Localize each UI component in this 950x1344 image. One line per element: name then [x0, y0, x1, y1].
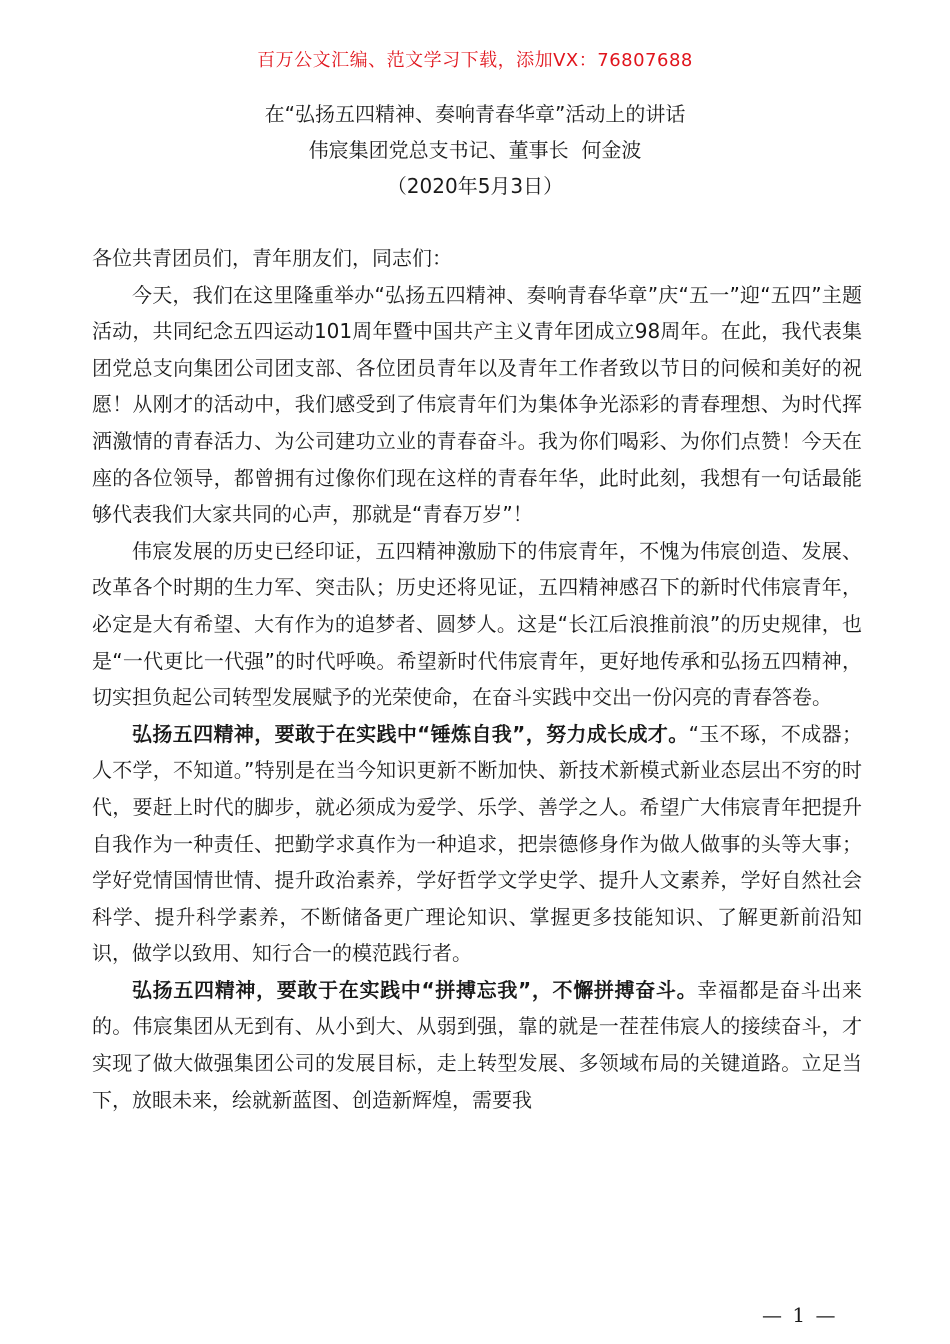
- paragraph-4-text: 幸福都是奋斗出来的。伟宸集团从无到有、从小到大、从弱到强，靠的就是一茬茬伟宸人的接续奋斗，才实现了做大做强集团公司的发展目标，走上转型发展、多领域布局的关键道路。立足当下，放眼未来，绘就新蓝图、创造新辉煌，需要我: [92, 977, 863, 1112]
- speech-title-block: [0, 96, 950, 204]
- paragraph-3: [92, 716, 862, 972]
- page-number: — 1 —: [762, 1303, 838, 1327]
- paragraph-1: 今天，我们在这里隆重举办“弘扬五四精神、奏响青春华章”庆“五一”迎“五四”主题活动，共同纪念五四运动101周年暨中国共产主义青年团成立98周年。在此，我代表集团党总支向集团公司团支部、各位团员青年以及青年工作者致以节日的问候和美好的祝愿！从刚才的活动中，我们感受到了伟宸青年们为集体争光添彩的青春理想、为时代挥洒激情的青春活力、为公司建功立业的青春奋斗。我为你们喝彩、为你们点赞！今天在座的各位领导，都曾拥有过像你们现在这样的青春年华，此时此刻，我想有一句话最能够代表我们大家共同的心声，那就是“青春万岁”！: [92, 282, 862, 527]
- speech-title: 在“弘扬五四精神、奏响青春华章”活动上的讲话: [264, 102, 686, 126]
- paragraph-4-heading: 弘扬五四精神，要敢于在实践中“拼搏忘我”，不懈拼搏奋斗。: [132, 977, 698, 1002]
- paragraph-3-text: “玉不琢，不成器；人不学，不知道。”特别是在当今知识更新不断加快、新技术新模式新业态层出不穷的时代，要赶上时代的脚步，就必须成为爱学、乐学、善学之人。希望广大伟宸青年把提升自我作为一种责任、把勤学求真作为一种追求，把崇德修身作为做人做事的头等大事；学好党情国情世情、提升政治素养，学好哲学文学史学、提升人文素养，学好自然社会科学、提升科学素养，不断储备更广理论知识、掌握更多技能知识、了解更新前沿知识，做学以致用、知行合一的模范践行者。: [92, 721, 862, 966]
- speech-date: （2020年5月3日）: [386, 174, 564, 198]
- speaker-line: 伟宸集团党总支书记、董事长 何金波: [308, 138, 642, 162]
- paragraph-3-heading: 弘扬五四精神，要敢于在实践中“锤炼自我”，努力成长成才。: [132, 721, 689, 746]
- speech-body: [92, 240, 862, 1118]
- paragraph-4: [92, 972, 862, 1118]
- salutation: 各位共青团员们，青年朋友们，同志们：: [92, 246, 452, 270]
- header-banner: 百万公文汇编、范文学习下载，添加VX：76807688: [257, 50, 693, 71]
- paragraph-2: 伟宸发展的历史已经印证，五四精神激励下的伟宸青年，不愧为伟宸创造、发展、改革各个时期的生力军、突击队；历史还将见证，五四精神感召下的新时代伟宸青年，必定是大有希望、大有作为的追梦者、圆梦人。这是“长江后浪推前浪”的历史规律，也是“一代更比一代强”的时代呼唤。希望新时代伟宸青年，更好地传承和弘扬五四精神，切实担负起公司转型发展赋予的光荣使命，在奋斗实践中交出一份闪亮的青春答卷。: [92, 538, 862, 710]
